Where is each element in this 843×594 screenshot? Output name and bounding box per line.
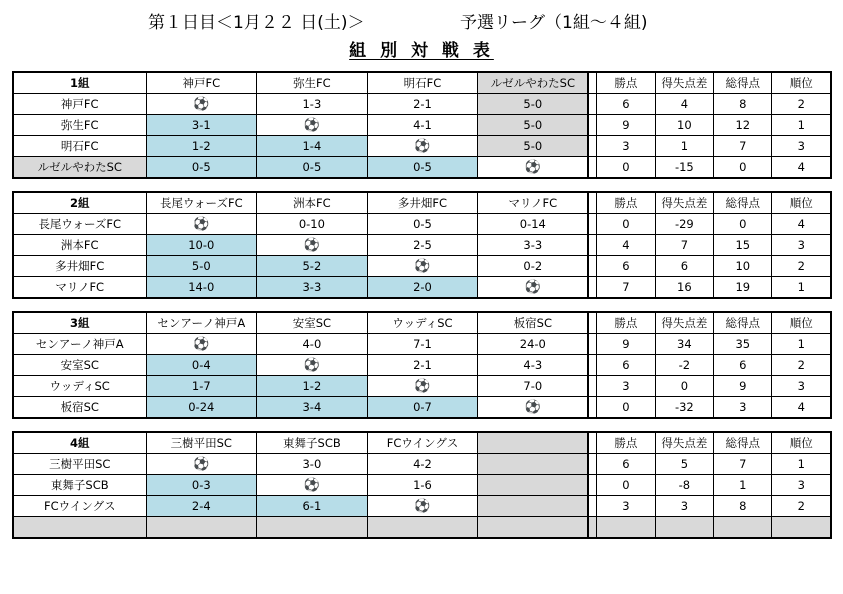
match-result <box>478 475 589 496</box>
soccer-ball-icon: ⚽ <box>146 214 257 235</box>
match-result: 7-0 <box>478 376 589 397</box>
stat-value: 5 <box>655 454 713 475</box>
page-title-league: 予選リーグ（1組～４組) <box>460 13 648 33</box>
team-name: 神戸FC <box>14 94 147 115</box>
stat-value: 0 <box>597 397 655 418</box>
team-name: 弥生FC <box>14 115 147 136</box>
stat-value: 7 <box>655 235 713 256</box>
stat-value: 6 <box>597 355 655 376</box>
stat-value: 1 <box>772 115 831 136</box>
stat-column-header: 順位 <box>772 193 831 214</box>
stat-value: 2 <box>772 355 831 376</box>
group-tables <box>13 72 831 552</box>
team-column-header: FCウイングス <box>367 433 478 454</box>
stat-column-header: 得失点差 <box>655 193 713 214</box>
team-column-header: 板宿SC <box>478 313 589 334</box>
stat-value: 0 <box>714 214 772 235</box>
match-result: 0-3 <box>146 475 257 496</box>
team-name: 長尾ウォーズFC <box>14 214 147 235</box>
table-row <box>14 355 831 376</box>
stat-value: 4 <box>597 235 655 256</box>
match-result: 14-0 <box>146 277 257 298</box>
match-result <box>367 517 478 538</box>
group-header-row <box>14 433 831 454</box>
match-result: 4-2 <box>367 454 478 475</box>
team-column-header: 三樹平田SC <box>146 433 257 454</box>
stat-value: 8 <box>714 94 772 115</box>
team-column-header: 洲本FC <box>257 193 368 214</box>
column-gap <box>588 277 596 298</box>
soccer-ball-icon: ⚽ <box>478 157 589 178</box>
match-result: 3-3 <box>257 277 368 298</box>
team-column-header <box>478 433 589 454</box>
stat-column-header: 勝点 <box>597 193 655 214</box>
stat-value: 4 <box>772 214 831 235</box>
match-result: 0-14 <box>478 214 589 235</box>
stat-value: 34 <box>655 334 713 355</box>
stat-value: 1 <box>772 334 831 355</box>
team-column-header: ウッディSC <box>367 313 478 334</box>
column-gap <box>588 334 596 355</box>
group-table <box>13 72 831 178</box>
stat-value: 7 <box>714 454 772 475</box>
match-result: 3-3 <box>478 235 589 256</box>
match-result: 4-1 <box>367 115 478 136</box>
stat-column-header: 勝点 <box>597 73 655 94</box>
match-result <box>478 454 589 475</box>
match-result: 2-0 <box>367 277 478 298</box>
stat-value: 8 <box>714 496 772 517</box>
soccer-ball-icon: ⚽ <box>257 115 368 136</box>
stat-value: 3 <box>714 397 772 418</box>
match-result: 0-10 <box>257 214 368 235</box>
team-column-header: 明石FC <box>367 73 478 94</box>
soccer-ball-icon: ⚽ <box>367 496 478 517</box>
match-result: 6-1 <box>257 496 368 517</box>
stat-value: 9 <box>597 115 655 136</box>
stat-value: 10 <box>655 115 713 136</box>
soccer-ball-icon: ⚽ <box>257 235 368 256</box>
table-row <box>14 475 831 496</box>
stat-column-header: 順位 <box>772 433 831 454</box>
team-name: マリノFC <box>14 277 147 298</box>
match-result: 0-5 <box>367 214 478 235</box>
column-gap <box>588 475 596 496</box>
team-name: 安室SC <box>14 355 147 376</box>
soccer-ball-icon: ⚽ <box>367 256 478 277</box>
stat-value: 9 <box>714 376 772 397</box>
stat-column-header: 得失点差 <box>655 313 713 334</box>
group-header-row <box>14 73 831 94</box>
column-gap <box>588 376 596 397</box>
match-result: 3-1 <box>146 115 257 136</box>
group-table <box>13 312 831 418</box>
soccer-ball-icon: ⚽ <box>478 397 589 418</box>
stat-value: 1 <box>772 454 831 475</box>
match-result <box>478 496 589 517</box>
match-result: 1-6 <box>367 475 478 496</box>
stat-column-header: 総得点 <box>714 313 772 334</box>
soccer-ball-icon: ⚽ <box>478 277 589 298</box>
match-result: 24-0 <box>478 334 589 355</box>
table-row <box>14 214 831 235</box>
stat-value: 35 <box>714 334 772 355</box>
column-gap <box>588 496 596 517</box>
match-result: 5-2 <box>257 256 368 277</box>
table-row <box>14 136 831 157</box>
match-result: 3-4 <box>257 397 368 418</box>
stat-column-header: 順位 <box>772 73 831 94</box>
match-result: 4-3 <box>478 355 589 376</box>
stat-value: 6 <box>655 256 713 277</box>
stat-value: 4 <box>772 157 831 178</box>
soccer-ball-icon <box>478 517 589 538</box>
soccer-ball-icon: ⚽ <box>367 376 478 397</box>
column-gap <box>588 193 596 214</box>
team-name: ウッディSC <box>14 376 147 397</box>
table-row <box>14 115 831 136</box>
match-result: 1-2 <box>257 376 368 397</box>
group-name: 1組 <box>14 73 147 94</box>
stat-value: 6 <box>597 94 655 115</box>
column-gap <box>588 157 596 178</box>
column-gap <box>588 517 596 538</box>
group-header-row <box>14 313 831 334</box>
stat-value: 0 <box>597 214 655 235</box>
stat-value: 6 <box>714 355 772 376</box>
group-header-row <box>14 193 831 214</box>
stat-value: 9 <box>597 334 655 355</box>
stat-value: 3 <box>772 376 831 397</box>
team-name: 板宿SC <box>14 397 147 418</box>
stat-value: 0 <box>655 376 713 397</box>
match-result: 10-0 <box>146 235 257 256</box>
stat-value: 1 <box>655 136 713 157</box>
team-name: ルゼルやわたSC <box>14 157 147 178</box>
match-result: 4-0 <box>257 334 368 355</box>
soccer-ball-icon: ⚽ <box>257 475 368 496</box>
soccer-ball-icon: ⚽ <box>146 334 257 355</box>
team-name: 明石FC <box>14 136 147 157</box>
column-gap <box>588 256 596 277</box>
table-row <box>14 397 831 418</box>
match-result: 0-2 <box>478 256 589 277</box>
page-title-date: 第１日目＜1月２２ 日(土)＞ <box>148 13 365 33</box>
table-row <box>14 454 831 475</box>
table-row <box>14 517 831 538</box>
stat-value: -2 <box>655 355 713 376</box>
group-table <box>13 432 831 538</box>
match-result: 1-4 <box>257 136 368 157</box>
stat-value: 3 <box>772 475 831 496</box>
stat-value: 7 <box>597 277 655 298</box>
match-result <box>257 517 368 538</box>
column-gap <box>588 136 596 157</box>
stat-value <box>772 517 831 538</box>
stat-column-header: 総得点 <box>714 193 772 214</box>
match-result: 2-1 <box>367 94 478 115</box>
stat-value: 6 <box>597 256 655 277</box>
match-result: 5-0 <box>146 256 257 277</box>
column-gap <box>588 214 596 235</box>
team-name: FCウイングス <box>14 496 147 517</box>
match-result: 0-5 <box>146 157 257 178</box>
stat-value: 3 <box>597 376 655 397</box>
column-gap <box>588 355 596 376</box>
table-row <box>14 334 831 355</box>
team-name: センアーノ神戸A <box>14 334 147 355</box>
table-row <box>14 277 831 298</box>
table-row <box>14 496 831 517</box>
match-result: 7-1 <box>367 334 478 355</box>
table-row <box>14 235 831 256</box>
stat-column-header: 勝点 <box>597 313 655 334</box>
team-column-header: 長尾ウォーズFC <box>146 193 257 214</box>
stat-value: -29 <box>655 214 713 235</box>
column-gap <box>588 73 596 94</box>
stat-value: -32 <box>655 397 713 418</box>
table-row <box>14 256 831 277</box>
stat-value: 0 <box>597 475 655 496</box>
team-name: 三樹平田SC <box>14 454 147 475</box>
match-result: 1-2 <box>146 136 257 157</box>
stat-value: 3 <box>597 136 655 157</box>
team-name: 洲本FC <box>14 235 147 256</box>
soccer-ball-icon: ⚽ <box>146 454 257 475</box>
group-table <box>13 192 831 298</box>
team-name: 東舞子SCB <box>14 475 147 496</box>
column-gap <box>588 235 596 256</box>
table-row <box>14 376 831 397</box>
stat-value <box>655 517 713 538</box>
match-result: 0-4 <box>146 355 257 376</box>
team-column-header: 安室SC <box>257 313 368 334</box>
table-row <box>14 94 831 115</box>
column-gap <box>588 397 596 418</box>
group-name: 4組 <box>14 433 147 454</box>
stat-value: -15 <box>655 157 713 178</box>
stat-column-header: 得失点差 <box>655 433 713 454</box>
stat-value: 0 <box>597 157 655 178</box>
group-name: 3組 <box>14 313 147 334</box>
column-gap <box>588 115 596 136</box>
stat-value: 10 <box>714 256 772 277</box>
table-row <box>14 157 831 178</box>
match-result: 0-5 <box>257 157 368 178</box>
stat-value: 0 <box>714 157 772 178</box>
match-result: 0-5 <box>367 157 478 178</box>
soccer-ball-icon: ⚽ <box>257 355 368 376</box>
match-result: 2-5 <box>367 235 478 256</box>
stat-value: 2 <box>772 94 831 115</box>
team-name: 多井畑FC <box>14 256 147 277</box>
soccer-ball-icon: ⚽ <box>367 136 478 157</box>
stat-column-header: 総得点 <box>714 73 772 94</box>
stat-column-header: 順位 <box>772 313 831 334</box>
column-gap <box>588 94 596 115</box>
match-result: 1-7 <box>146 376 257 397</box>
column-gap <box>588 313 596 334</box>
stat-value: 3 <box>772 136 831 157</box>
team-column-header: センアーノ神戸A <box>146 313 257 334</box>
page-subtitle: 組 別 対 戦 表 <box>349 41 494 61</box>
team-column-header: マリノFC <box>478 193 589 214</box>
match-result: 3-0 <box>257 454 368 475</box>
team-column-header: 多井畑FC <box>367 193 478 214</box>
stat-value: 2 <box>772 256 831 277</box>
match-result: 2-4 <box>146 496 257 517</box>
match-result: 5-0 <box>478 115 589 136</box>
stat-value: 6 <box>597 454 655 475</box>
match-result: 2-1 <box>367 355 478 376</box>
stat-value: 7 <box>714 136 772 157</box>
match-result: 5-0 <box>478 136 589 157</box>
stat-value: 1 <box>772 277 831 298</box>
column-gap <box>588 433 596 454</box>
page-header <box>0 0 843 70</box>
title-row <box>0 8 843 32</box>
column-gap <box>588 454 596 475</box>
stat-value: 3 <box>772 235 831 256</box>
stat-value: 15 <box>714 235 772 256</box>
stat-column-header: 得失点差 <box>655 73 713 94</box>
team-column-header: 神戸FC <box>146 73 257 94</box>
team-column-header: 弥生FC <box>257 73 368 94</box>
team-name <box>14 517 147 538</box>
stat-column-header: 勝点 <box>597 433 655 454</box>
stat-value: 4 <box>772 397 831 418</box>
stat-value: 3 <box>655 496 713 517</box>
soccer-ball-icon: ⚽ <box>146 94 257 115</box>
stat-value <box>714 517 772 538</box>
match-result: 0-24 <box>146 397 257 418</box>
stat-column-header: 総得点 <box>714 433 772 454</box>
group-name: 2組 <box>14 193 147 214</box>
stat-value: -8 <box>655 475 713 496</box>
stat-value: 16 <box>655 277 713 298</box>
stat-value <box>597 517 655 538</box>
stat-value: 3 <box>597 496 655 517</box>
team-column-header: 東舞子SCB <box>257 433 368 454</box>
match-result: 1-3 <box>257 94 368 115</box>
stat-value: 1 <box>714 475 772 496</box>
match-result <box>146 517 257 538</box>
match-result: 0-7 <box>367 397 478 418</box>
match-result: 5-0 <box>478 94 589 115</box>
team-column-header: ルゼルやわたSC <box>478 73 589 94</box>
stat-value: 19 <box>714 277 772 298</box>
stat-value: 12 <box>714 115 772 136</box>
stat-value: 2 <box>772 496 831 517</box>
stat-value: 4 <box>655 94 713 115</box>
